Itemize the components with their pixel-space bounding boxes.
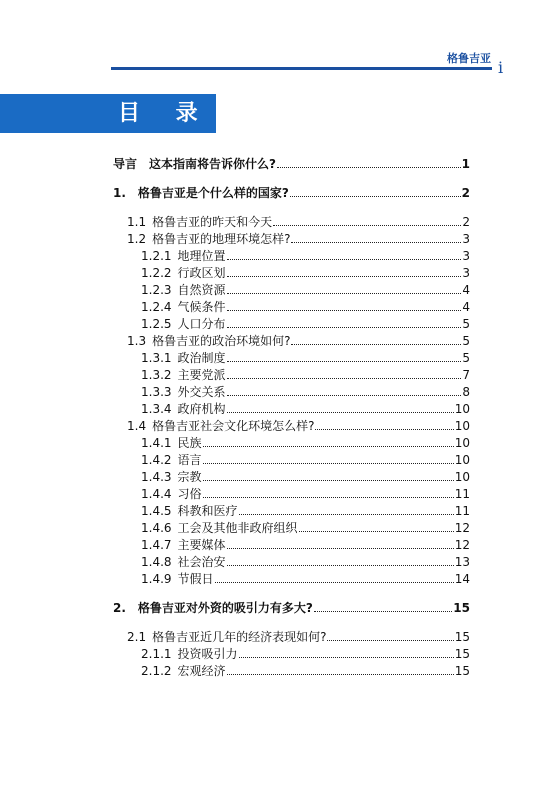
toc-entry-number: 1.2.5	[141, 317, 172, 331]
header-rule	[111, 67, 492, 70]
toc-entry-page: 11	[454, 487, 470, 501]
toc-entry-page: 7	[462, 368, 470, 382]
toc-entry-number: 1.2.1	[141, 249, 172, 263]
toc-entry[interactable]	[113, 571, 470, 588]
toc-entry-page: 13	[454, 555, 470, 569]
toc-entry-number: 1.3	[127, 334, 147, 348]
toc-entry-number: 导言	[113, 157, 138, 171]
toc-entry[interactable]	[113, 248, 470, 265]
dot-leader	[227, 300, 462, 311]
dot-leader	[227, 555, 454, 566]
toc-entry-title: 习俗	[177, 487, 202, 501]
dot-leader	[290, 186, 461, 197]
dot-leader	[227, 385, 462, 396]
toc-entry-page: 10	[454, 470, 470, 484]
toc-entry-number: 1.2.2	[141, 266, 172, 280]
toc-entry-label	[141, 520, 298, 537]
toc-entry[interactable]	[113, 435, 470, 452]
toc-entry-title: 节假日	[177, 572, 214, 586]
page-title: 目 录	[118, 101, 212, 126]
toc-entry-page: 10	[454, 436, 470, 450]
toc-entry-title: 格鲁吉亚的地理环境怎样?	[152, 232, 291, 246]
toc-entry[interactable]	[113, 418, 470, 435]
toc-entry-label	[141, 265, 226, 282]
toc-entry-label	[141, 248, 226, 265]
toc-entry-number: 1.4.6	[141, 521, 172, 535]
toc-entry-title: 投资吸引力	[177, 647, 238, 661]
toc-entry-title: 格鲁吉亚的昨天和今天	[152, 215, 273, 229]
toc-entry-title: 这本指南将告诉你什么?	[149, 157, 276, 171]
toc-entry[interactable]	[113, 265, 470, 282]
dot-leader	[227, 664, 454, 675]
toc-entry[interactable]	[113, 452, 470, 469]
dot-leader	[215, 572, 454, 583]
dot-leader	[227, 402, 454, 413]
section-gap	[113, 202, 470, 214]
toc-entry-page: 12	[454, 538, 470, 552]
toc-entry-label	[113, 600, 313, 617]
toc-entry-title: 格鲁吉亚近几年的经济表现如何?	[152, 630, 327, 644]
toc-entry-number: 1.3.4	[141, 402, 172, 416]
dot-leader	[299, 521, 454, 532]
dot-leader	[227, 538, 454, 549]
toc-entry-label	[141, 367, 226, 384]
toc-entry-label	[141, 401, 226, 418]
toc-entry-title: 自然资源	[177, 283, 226, 297]
table-of-contents	[113, 156, 470, 680]
toc-entry-title: 格鲁吉亚的政治环境如何?	[152, 334, 291, 348]
toc-entry-label	[113, 156, 276, 173]
dot-leader	[291, 232, 461, 243]
toc-entry-number: 1.2.4	[141, 300, 172, 314]
toc-entry-number: 1.4.7	[141, 538, 172, 552]
toc-entry[interactable]	[113, 663, 470, 680]
dot-leader	[277, 157, 461, 168]
toc-entry-number: 2.1	[127, 630, 147, 644]
dot-leader	[314, 601, 452, 612]
toc-entry-page: 3	[462, 266, 470, 280]
dot-leader	[203, 487, 454, 498]
toc-entry-number: 1.4	[127, 419, 147, 433]
toc-entry-label	[141, 316, 226, 333]
toc-entry-label	[141, 486, 202, 503]
toc-entry-label	[141, 435, 202, 452]
toc-entry-title: 气候条件	[177, 300, 226, 314]
toc-entry[interactable]	[113, 600, 470, 617]
dot-leader	[203, 436, 454, 447]
toc-entry-page: 10	[454, 419, 470, 433]
toc-entry[interactable]	[113, 367, 470, 384]
toc-entry-page: 15	[454, 647, 470, 661]
toc-entry-title: 外交关系	[177, 385, 226, 399]
toc-entry-number: 1.3.2	[141, 368, 172, 382]
toc-entry-label	[141, 452, 202, 469]
toc-entry[interactable]	[113, 282, 470, 299]
toc-entry-label	[141, 571, 214, 588]
toc-entry-page: 12	[454, 521, 470, 535]
toc-entry-title: 格鲁吉亚是个什么样的国家?	[137, 186, 289, 200]
toc-entry-label	[127, 214, 272, 231]
toc-entry-title: 社会治安	[177, 555, 226, 569]
toc-entry-number: 1.4.9	[141, 572, 172, 586]
toc-entry-number: 1.2	[127, 232, 147, 246]
toc-entry-number: 1.4.5	[141, 504, 172, 518]
page-numeral: i	[498, 58, 504, 77]
toc-entry-label	[141, 469, 202, 486]
toc-entry-label	[141, 384, 226, 401]
toc-entry-page: 15	[454, 664, 470, 678]
toc-entry-page: 8	[462, 385, 470, 399]
toc-entry-page: 2	[461, 186, 470, 200]
running-header-title: 格鲁吉亚	[447, 52, 491, 65]
toc-entry-page: 5	[462, 317, 470, 331]
toc-entry[interactable]	[113, 299, 470, 316]
toc-entry[interactable]	[113, 231, 470, 248]
toc-entry-number: 1.4.1	[141, 436, 172, 450]
toc-entry-title: 科教和医疗	[177, 504, 238, 518]
toc-entry-page: 5	[462, 334, 470, 348]
dot-leader	[203, 453, 454, 464]
toc-entry-number: 2.1.1	[141, 647, 172, 661]
dot-leader	[239, 504, 454, 515]
dot-leader	[227, 317, 462, 328]
dot-leader	[227, 266, 462, 277]
toc-entry[interactable]	[113, 316, 470, 333]
toc-entry-label	[127, 333, 290, 350]
toc-entry-number: 1.4.3	[141, 470, 172, 484]
toc-entry-title: 工会及其他非政府组织	[177, 521, 298, 535]
toc-entry-label	[141, 663, 226, 680]
toc-entry[interactable]	[113, 537, 470, 554]
toc-entry-page: 15	[453, 601, 470, 615]
dot-leader	[227, 249, 462, 260]
toc-entry-page: 2	[462, 215, 470, 229]
toc-entry[interactable]	[113, 185, 470, 202]
toc-entry-page: 5	[462, 351, 470, 365]
toc-entry[interactable]	[113, 214, 470, 231]
toc-entry[interactable]	[113, 401, 470, 418]
toc-entry-page: 4	[462, 283, 470, 297]
dot-leader	[239, 647, 454, 658]
toc-entry-page: 3	[462, 249, 470, 263]
toc-entry[interactable]	[113, 503, 470, 520]
toc-entry-label	[141, 503, 238, 520]
toc-entry-number: 1.	[113, 186, 126, 200]
toc-entry-title: 主要党派	[177, 368, 226, 382]
toc-entry-title: 宏观经济	[177, 664, 226, 678]
toc-entry-label	[127, 231, 290, 248]
toc-entry-title: 宗教	[177, 470, 202, 484]
toc-entry-page: 11	[454, 504, 470, 518]
section-gap	[113, 617, 470, 629]
toc-entry-label	[113, 185, 289, 202]
dot-leader	[327, 630, 453, 641]
dot-leader	[291, 334, 461, 345]
toc-entry-number: 1.4.2	[141, 453, 172, 467]
toc-entry-page: 4	[462, 300, 470, 314]
toc-entry-title: 语言	[177, 453, 202, 467]
toc-entry-label	[141, 537, 226, 554]
toc-entry-label	[141, 299, 226, 316]
toc-entry-page: 1	[461, 157, 470, 171]
dot-leader	[227, 351, 462, 362]
toc-entry-page: 10	[454, 402, 470, 416]
dot-leader	[203, 470, 454, 481]
dot-leader	[273, 215, 461, 226]
toc-entry-number: 1.4.8	[141, 555, 172, 569]
toc-entry[interactable]	[113, 333, 470, 350]
toc-entry-title: 地理位置	[177, 249, 226, 263]
toc-entry-title: 格鲁吉亚社会文化环境怎么样?	[152, 419, 315, 433]
toc-entry-title: 行政区划	[177, 266, 226, 280]
toc-entry-title: 格鲁吉亚对外资的吸引力有多大?	[137, 601, 313, 615]
toc-entry-label	[141, 282, 226, 299]
toc-entry-label	[141, 554, 226, 571]
toc-entry-page: 14	[454, 572, 470, 586]
toc-entry-page: 3	[462, 232, 470, 246]
toc-entry-title: 政治制度	[177, 351, 226, 365]
toc-entry-number: 1.3.3	[141, 385, 172, 399]
toc-entry[interactable]	[113, 646, 470, 663]
toc-entry-page: 15	[454, 630, 470, 644]
toc-entry-page: 10	[454, 453, 470, 467]
toc-entry-label	[127, 418, 314, 435]
toc-entry-title: 主要媒体	[177, 538, 226, 552]
toc-entry[interactable]	[113, 350, 470, 367]
toc-entry-number: 2.	[113, 601, 126, 615]
toc-entry-number: 1.4.4	[141, 487, 172, 501]
dot-leader	[315, 419, 453, 430]
dot-leader	[227, 368, 462, 379]
toc-entry-label	[127, 629, 326, 646]
toc-entry-number: 1.1	[127, 215, 147, 229]
section-gap	[113, 173, 470, 185]
toc-entry-label	[141, 350, 226, 367]
dot-leader	[227, 283, 462, 294]
toc-entry[interactable]	[113, 156, 470, 173]
section-gap	[113, 588, 470, 600]
toc-entry[interactable]	[113, 469, 470, 486]
toc-entry-number: 1.2.3	[141, 283, 172, 297]
toc-entry[interactable]	[113, 384, 470, 401]
toc-entry[interactable]	[113, 554, 470, 571]
toc-entry[interactable]	[113, 520, 470, 537]
toc-entry-number: 1.3.1	[141, 351, 172, 365]
toc-entry-title: 政府机构	[177, 402, 226, 416]
toc-entry[interactable]	[113, 486, 470, 503]
toc-entry-title: 人口分布	[177, 317, 226, 331]
toc-entry-number: 2.1.2	[141, 664, 172, 678]
toc-entry[interactable]	[113, 629, 470, 646]
toc-entry-title: 民族	[177, 436, 202, 450]
toc-entry-label	[141, 646, 238, 663]
